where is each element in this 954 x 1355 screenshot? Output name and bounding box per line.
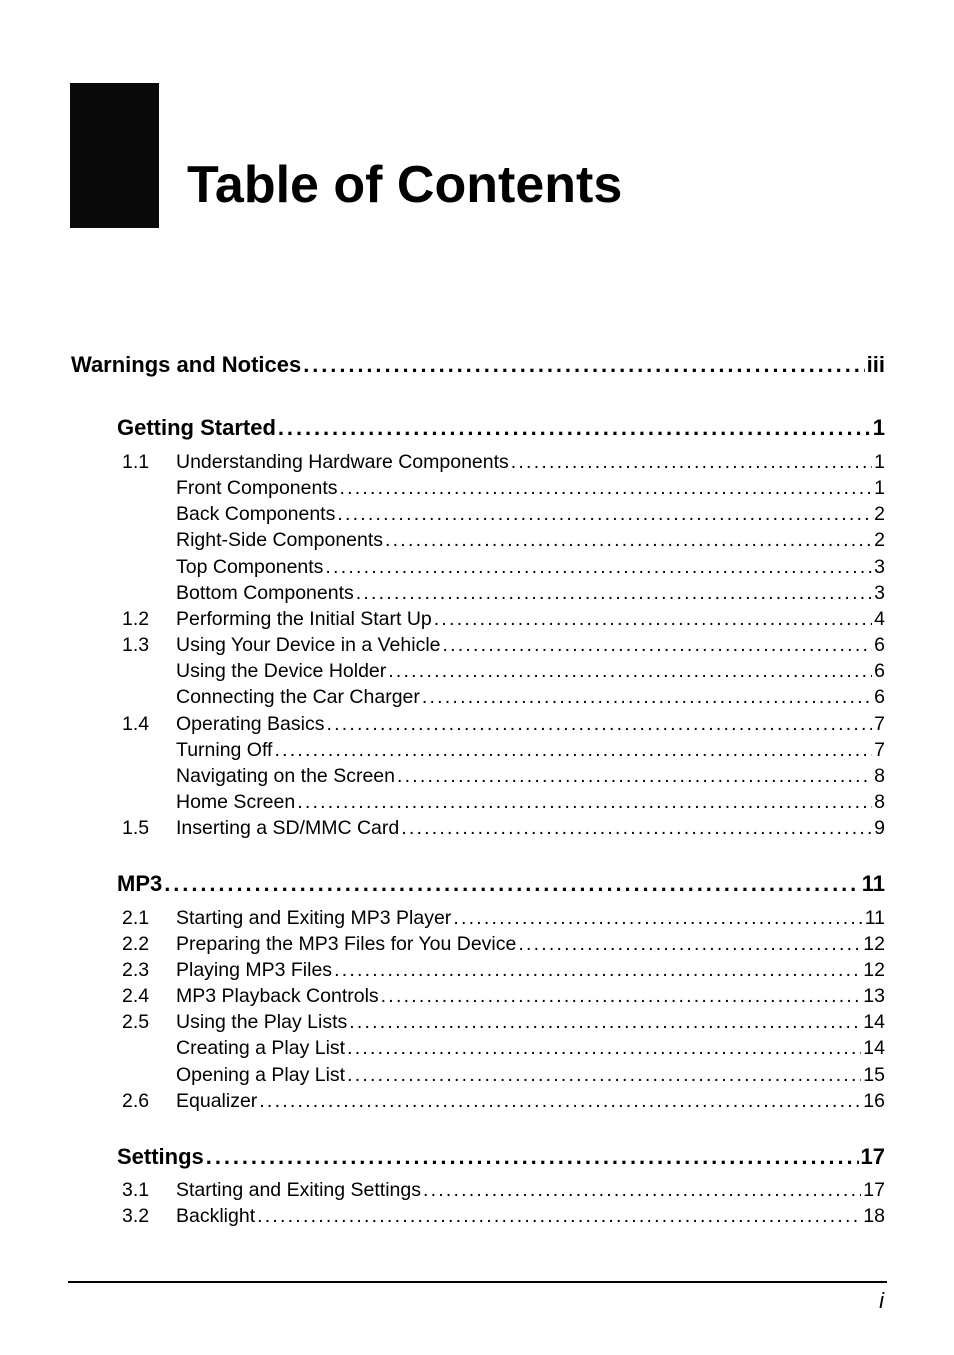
toc-entry-row[interactable] [122,1205,885,1231]
toc-dot-leader [443,634,873,657]
toc-page-number: 6 [874,660,885,682]
toc-entry-number: 2.3 [122,959,150,981]
toc-entry-number: 2.6 [122,1090,150,1112]
toc-entry-row[interactable] [122,451,885,477]
toc-entry-row[interactable] [122,713,885,739]
toc-page-number: 1 [874,451,885,473]
toc-sub-row[interactable] [176,1064,885,1090]
toc-page-number: 4 [874,608,885,630]
toc-dot-leader [337,503,872,526]
toc-dot-leader [164,871,859,897]
toc-dot-leader [303,352,864,378]
toc-sub-row[interactable] [176,660,885,686]
toc-dot-leader [327,713,873,736]
toc-entry-title: MP3 [117,871,163,896]
toc-entry-title: Warnings and Notices [71,352,302,377]
toc-entry-row[interactable] [122,1090,885,1116]
toc-entry-title: Opening a Play List [176,1064,346,1086]
toc-page-number: 14 [863,1037,885,1059]
toc-top-row[interactable] [71,352,885,380]
toc-entry-row[interactable] [122,933,885,959]
toc-dot-leader [434,608,872,631]
toc-dot-leader [349,1011,861,1034]
toc-page-number: 14 [863,1011,885,1033]
toc-page-number: 11 [861,871,885,896]
toc-page-number: 2 [874,529,885,551]
toc-dot-leader [453,907,862,930]
toc-page-number: 6 [874,686,885,708]
toc-sub-row[interactable] [176,765,885,791]
toc-dot-leader [423,1179,861,1202]
toc-entry-title: Starting and Exiting MP3 Player [176,907,452,929]
toc-entry-number: 1.4 [122,713,150,735]
toc-dot-leader [401,817,872,840]
toc-sub-row[interactable] [176,503,885,529]
toc-dot-leader [385,529,872,552]
toc-entry-title: Inserting a SD/MMC Card [176,817,400,839]
footer-rule [68,1281,887,1283]
toc-chapter-row[interactable] [117,415,885,443]
toc-entry-title: Top Components [176,556,324,578]
toc-page-number: 3 [874,556,885,578]
page-number: i [879,1288,884,1313]
toc-dot-leader [257,1205,861,1228]
toc-sub-row[interactable] [176,556,885,582]
toc-dot-leader [334,959,861,982]
toc-entry-title: Operating Basics [176,713,325,735]
toc-entry-title: Front Components [176,477,338,499]
toc-page-number: 18 [863,1205,885,1227]
toc-chapter-row[interactable] [117,871,885,899]
toc-entry-title: Right-Side Components [176,529,384,551]
toc-dot-leader [511,451,872,474]
toc-entry-number: 3.2 [122,1205,150,1227]
toc-dot-leader [397,765,872,788]
toc-dot-leader [518,933,861,956]
chapter-marker-block [70,83,159,228]
toc-entry-row[interactable] [122,959,885,985]
toc-page-number: 12 [863,959,885,981]
toc-entry-title: Using the Device Holder [176,660,387,682]
toc-page-number: 6 [874,634,885,656]
toc-page-number: 17 [860,1144,885,1169]
toc-dot-leader [381,985,862,1008]
toc-dot-leader [206,1144,859,1170]
toc-page-number: iii [866,352,885,377]
toc-page-number: 13 [863,985,885,1007]
toc-entry-title: Creating a Play List [176,1037,346,1059]
toc-dot-leader [325,556,872,579]
toc-entry-title: Navigating on the Screen [176,765,395,787]
toc-page-number: 8 [874,765,885,787]
toc-dot-leader [422,686,872,709]
toc-sub-row[interactable] [176,686,885,712]
toc-entry-number: 1.2 [122,608,150,630]
toc-page-number: 2 [874,503,885,525]
toc-entry-row[interactable] [122,985,885,1011]
page-title: Table of Contents [187,156,623,214]
toc-entry-title: Getting Started [117,415,276,440]
toc-page-number: 11 [864,907,885,929]
toc-dot-leader [356,582,872,605]
toc-entry-number: 1.1 [122,451,150,473]
toc-entry-title: Using the Play Lists [176,1011,348,1033]
toc-page-number: 12 [863,933,885,955]
toc-entry-row[interactable] [122,907,885,933]
toc-dot-leader [388,660,872,683]
toc-entry-number: 2.1 [122,907,150,929]
toc-sub-row[interactable] [176,1037,885,1063]
toc-dot-leader [347,1064,861,1087]
toc-sub-row[interactable] [176,529,885,555]
toc-entry-number: 2.5 [122,1011,150,1033]
toc-entry-row[interactable] [122,817,885,843]
toc-entry-title: Backlight [176,1205,256,1227]
toc-dot-leader [274,739,872,762]
toc-dot-leader [297,791,872,814]
toc-page-number: 3 [874,582,885,604]
toc-page-number: 17 [863,1179,885,1201]
toc-entry-title: Turning Off [176,739,273,761]
toc-page-number: 9 [874,817,885,839]
toc-entry-row[interactable] [122,1011,885,1037]
toc-page-number: 1 [872,415,885,440]
toc-entry-number: 2.4 [122,985,150,1007]
toc-sub-row[interactable] [176,739,885,765]
toc-entry-number: 2.2 [122,933,150,955]
toc-entry-row[interactable] [122,1179,885,1205]
toc-entry-title: Back Components [176,503,336,525]
toc-sub-row[interactable] [176,582,885,608]
toc-entry-title: Understanding Hardware Components [176,451,509,473]
toc-entry-title: Home Screen [176,791,296,813]
toc-page-number: 7 [874,739,885,761]
toc-entry-title: Preparing the MP3 Files for You Device [176,933,517,955]
toc-page-number: 1 [874,477,885,499]
toc-entry-title: Playing MP3 Files [176,959,333,981]
toc-page-number: 15 [863,1064,885,1086]
toc-dot-leader [259,1090,861,1113]
toc-chapter-row[interactable] [117,1144,885,1172]
toc-entry-number: 3.1 [122,1179,150,1201]
toc-page-number: 7 [874,713,885,735]
toc-entry-title: Settings [117,1144,204,1169]
toc-entry-title: Performing the Initial Start Up [176,608,432,630]
toc-dot-leader [278,415,871,441]
toc-entry-number: 1.3 [122,634,150,656]
toc-entry-number: 1.5 [122,817,150,839]
toc-page-number: 8 [874,791,885,813]
toc-entry-title: MP3 Playback Controls [176,985,379,1007]
toc-entry-title: Equalizer [176,1090,258,1112]
toc-entry-title: Using Your Device in a Vehicle [176,634,441,656]
toc-entry-title: Starting and Exiting Settings [176,1179,421,1201]
toc-entry-row[interactable] [122,608,885,634]
toc-entry-title: Bottom Components [176,582,354,604]
toc-dot-leader [340,477,873,500]
toc-sub-row[interactable] [176,791,885,817]
toc-dot-leader [347,1037,861,1060]
toc-sub-row[interactable] [176,477,885,503]
toc-entry-row[interactable] [122,634,885,660]
toc-entry-title: Connecting the Car Charger [176,686,420,708]
toc-page-number: 16 [863,1090,885,1112]
